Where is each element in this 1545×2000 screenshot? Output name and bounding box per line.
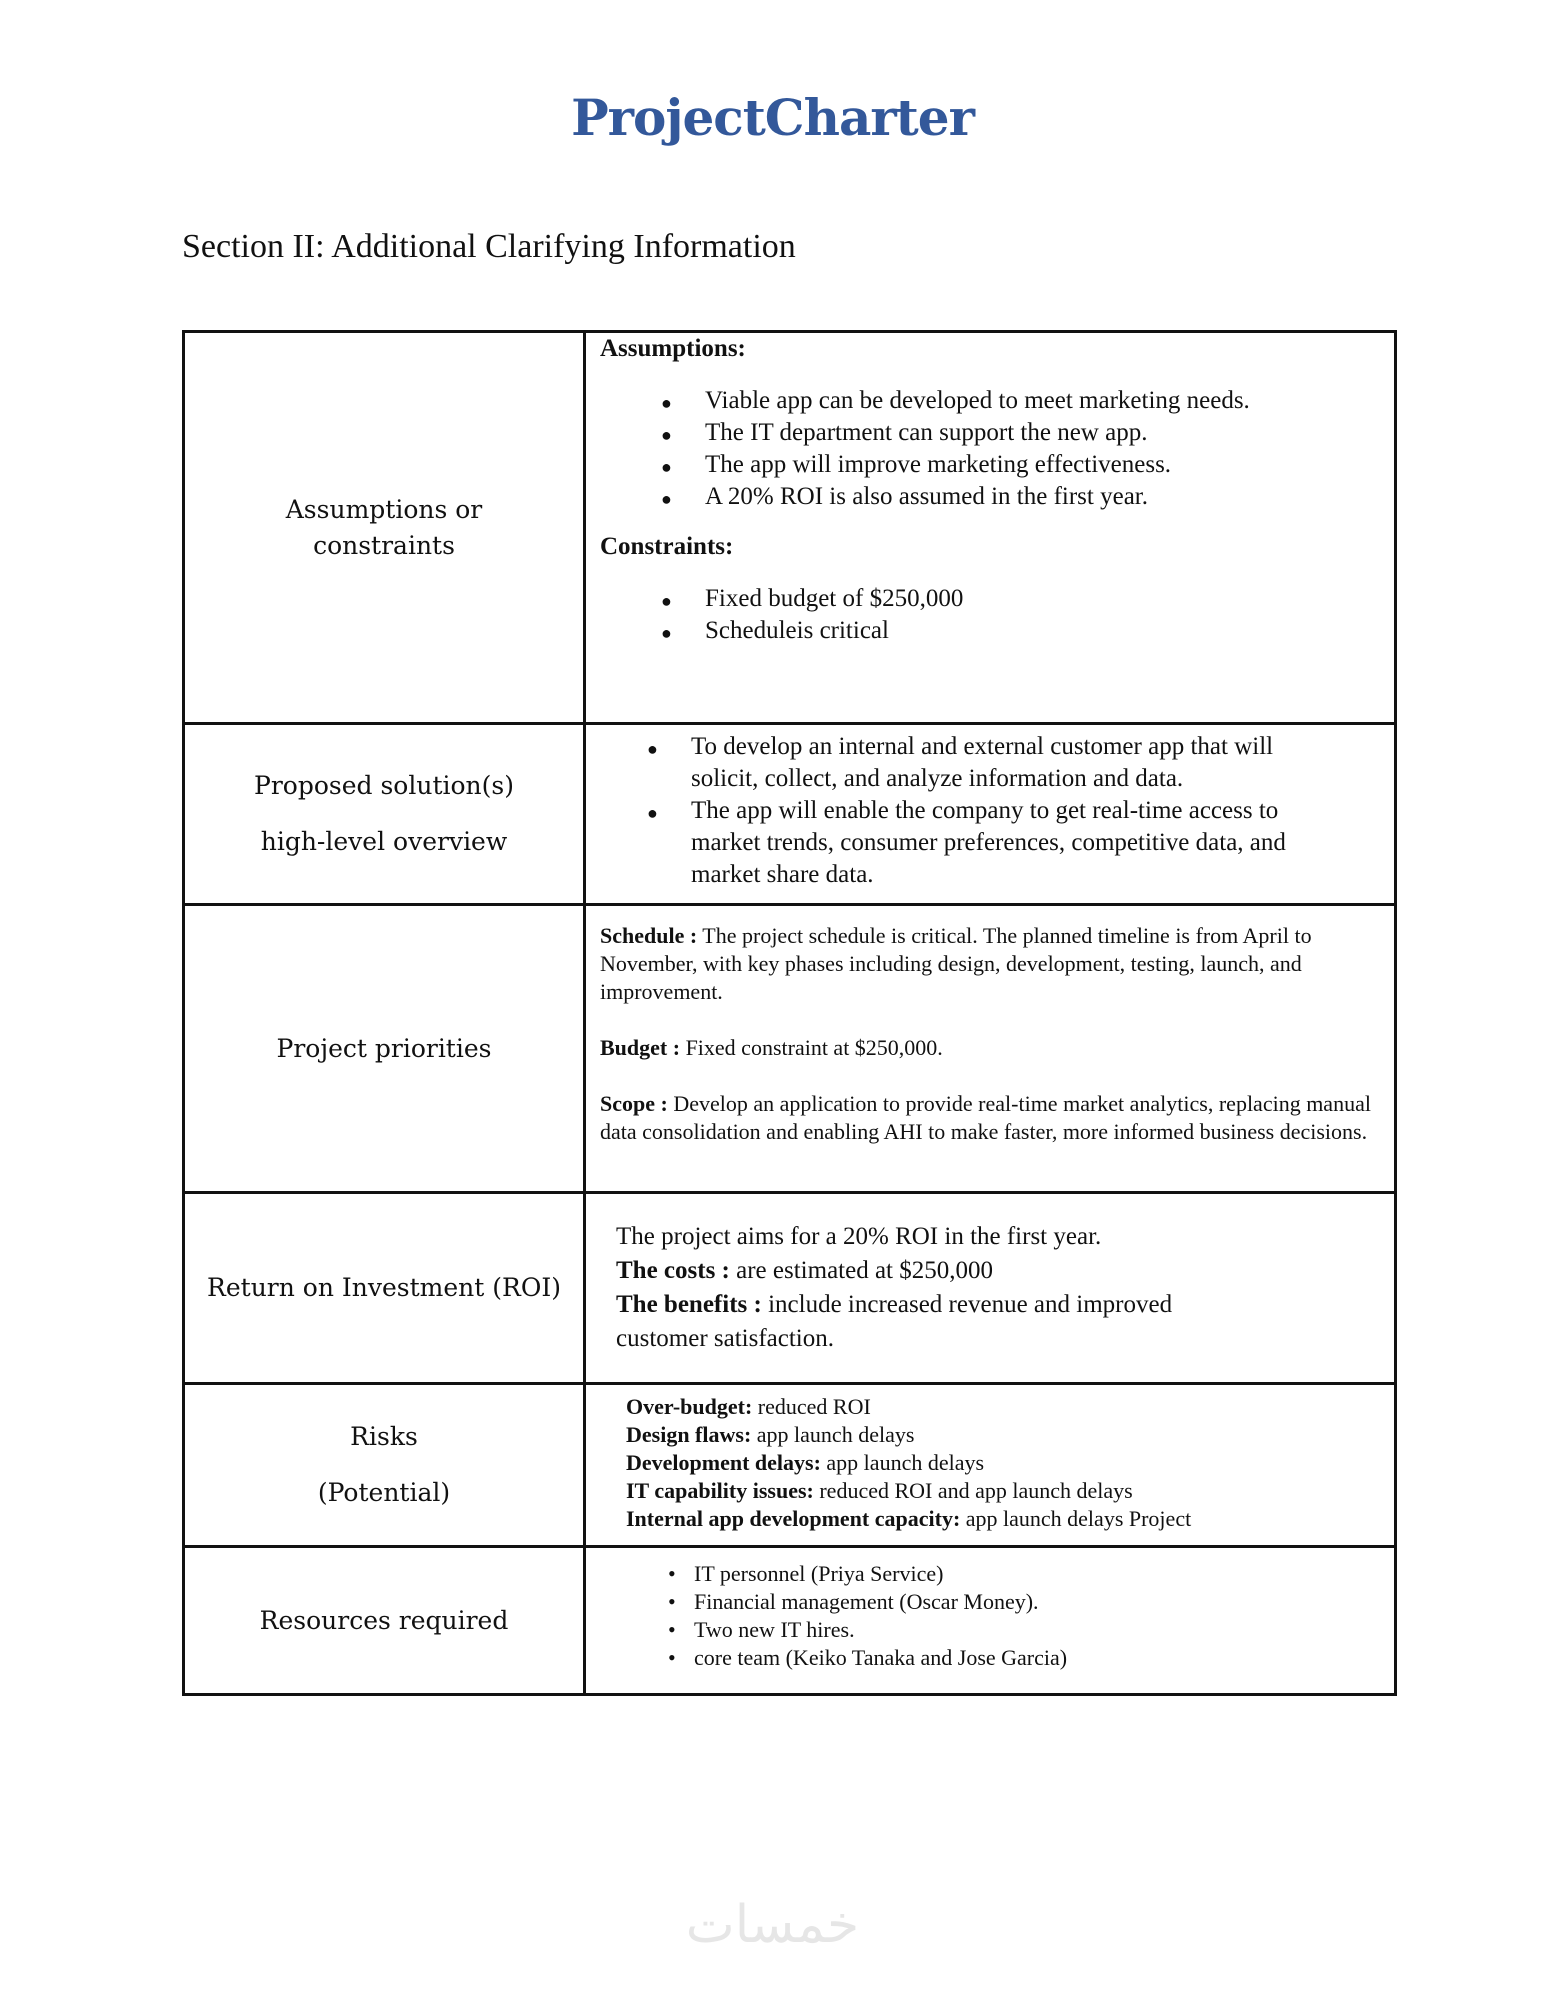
row-label-risks xyxy=(184,1384,585,1547)
table-row-roi xyxy=(184,1193,1396,1384)
label-line: high-level overview xyxy=(260,827,508,856)
row-label-resources: Resources required xyxy=(184,1547,585,1695)
priority-schedule xyxy=(600,922,1374,1006)
list-item: ● The app will improve marketing effectiveness. xyxy=(705,449,1384,481)
list-item: ● Scheduleis critical xyxy=(705,615,1384,647)
document-title: ProjectCharter xyxy=(571,88,974,147)
list-item: • Two new IT hires. xyxy=(694,1616,1384,1644)
table-row-risks xyxy=(184,1384,1396,1547)
list-item: ● The app will enable the company to get real-time access to market trends, consumer preferences, competitive data, and market share data. xyxy=(691,795,1334,891)
risk-item xyxy=(626,1421,1384,1449)
risk-item xyxy=(626,1505,1384,1533)
constraints-list xyxy=(600,583,1384,647)
priority-key: Budget : xyxy=(600,1035,681,1060)
risk-text: reduced ROI xyxy=(752,1394,871,1419)
roi-content xyxy=(585,1193,1396,1384)
risk-key: Development delays: xyxy=(626,1450,821,1475)
constraints-heading: Constraints: xyxy=(600,533,734,560)
charter-table xyxy=(182,330,1397,1696)
roi-costs xyxy=(616,1254,1384,1288)
roi-benefits xyxy=(616,1288,1384,1356)
risk-item xyxy=(626,1477,1384,1505)
list-item: ● To develop an internal and external customer app that will solicit, collect, and analyze information and data. xyxy=(691,731,1334,795)
risk-text: app launch delays Project xyxy=(960,1506,1192,1531)
list-item: ● Viable app can be developed to meet marketing needs. xyxy=(705,385,1384,417)
priority-text: The project schedule is critical. The planned timeline is from April to November, with key phases including design, development, testing, launch, and improvement. xyxy=(600,923,1312,1004)
roi-benefits-text: include increased revenue and improved customer satisfaction. xyxy=(616,1291,1173,1352)
row-label-assumptions: Assumptions or constraints xyxy=(184,332,585,724)
table-row-proposed-solution xyxy=(184,724,1396,905)
label-line: Risks xyxy=(350,1422,418,1451)
roi-costs-key: The costs : xyxy=(616,1257,730,1284)
roi-benefits-key: The benefits : xyxy=(616,1291,762,1318)
priority-budget xyxy=(600,1034,1374,1062)
section-heading: Section II: Additional Clarifying Information xyxy=(182,228,796,265)
priority-scope xyxy=(600,1090,1374,1146)
priority-text: Develop an application to provide real-time market analytics, replacing manual data consolidation and enabling AHI to make faster, more informed business decisions. xyxy=(600,1091,1371,1144)
risk-key: Design flaws: xyxy=(626,1422,752,1447)
list-item: ● A 20% ROI is also assumed in the first year. xyxy=(705,481,1384,513)
label-line: (Potential) xyxy=(317,1478,451,1507)
risk-text: app launch delays xyxy=(751,1422,915,1447)
assumptions-content xyxy=(585,332,1396,724)
list-item: • core team (Keiko Tanaka and Jose Garcia) xyxy=(694,1644,1384,1672)
row-label-proposed-solution xyxy=(184,724,585,905)
risk-item xyxy=(626,1449,1384,1477)
proposed-solution-list xyxy=(586,731,1394,891)
project-priorities-content xyxy=(585,905,1396,1193)
list-item: ● Fixed budget of $250,000 xyxy=(705,583,1384,615)
list-item: ● The IT department can support the new app. xyxy=(705,417,1384,449)
assumptions-heading: Assumptions: xyxy=(600,335,746,362)
resources-content xyxy=(585,1547,1396,1695)
label-line: Proposed solution(s) xyxy=(254,771,514,800)
risk-key: Internal app development capacity: xyxy=(626,1506,961,1531)
list-item: • Financial management (Oscar Money). xyxy=(694,1588,1384,1616)
table-row-project-priorities xyxy=(184,905,1396,1193)
table-row-assumptions xyxy=(184,332,1396,724)
assumptions-list xyxy=(600,385,1384,513)
risk-text: app launch delays xyxy=(820,1450,985,1475)
priority-key: Schedule : xyxy=(600,923,698,948)
risk-item xyxy=(626,1393,1384,1421)
risk-key: IT capability issues: xyxy=(626,1478,814,1503)
risk-text: reduced ROI and app launch delays xyxy=(813,1478,1133,1503)
list-item: • IT personnel (Priya Service) xyxy=(694,1560,1384,1588)
row-label-project-priorities: Project priorities xyxy=(184,905,585,1193)
watermark-logo: خمسات xyxy=(685,1895,860,1955)
priority-text: Fixed constraint at $250,000. xyxy=(680,1035,943,1060)
roi-intro: The project aims for a 20% ROI in the first year. xyxy=(616,1223,1102,1250)
table-row-resources xyxy=(184,1547,1396,1695)
roi-costs-text: are estimated at $250,000 xyxy=(729,1257,994,1284)
resources-list xyxy=(586,1560,1384,1672)
proposed-solution-content xyxy=(585,724,1396,905)
priority-key: Scope : xyxy=(600,1091,668,1116)
risks-content xyxy=(585,1384,1396,1547)
risk-key: Over-budget: xyxy=(626,1394,753,1419)
row-label-roi: Return on Investment (ROI) xyxy=(184,1193,585,1384)
